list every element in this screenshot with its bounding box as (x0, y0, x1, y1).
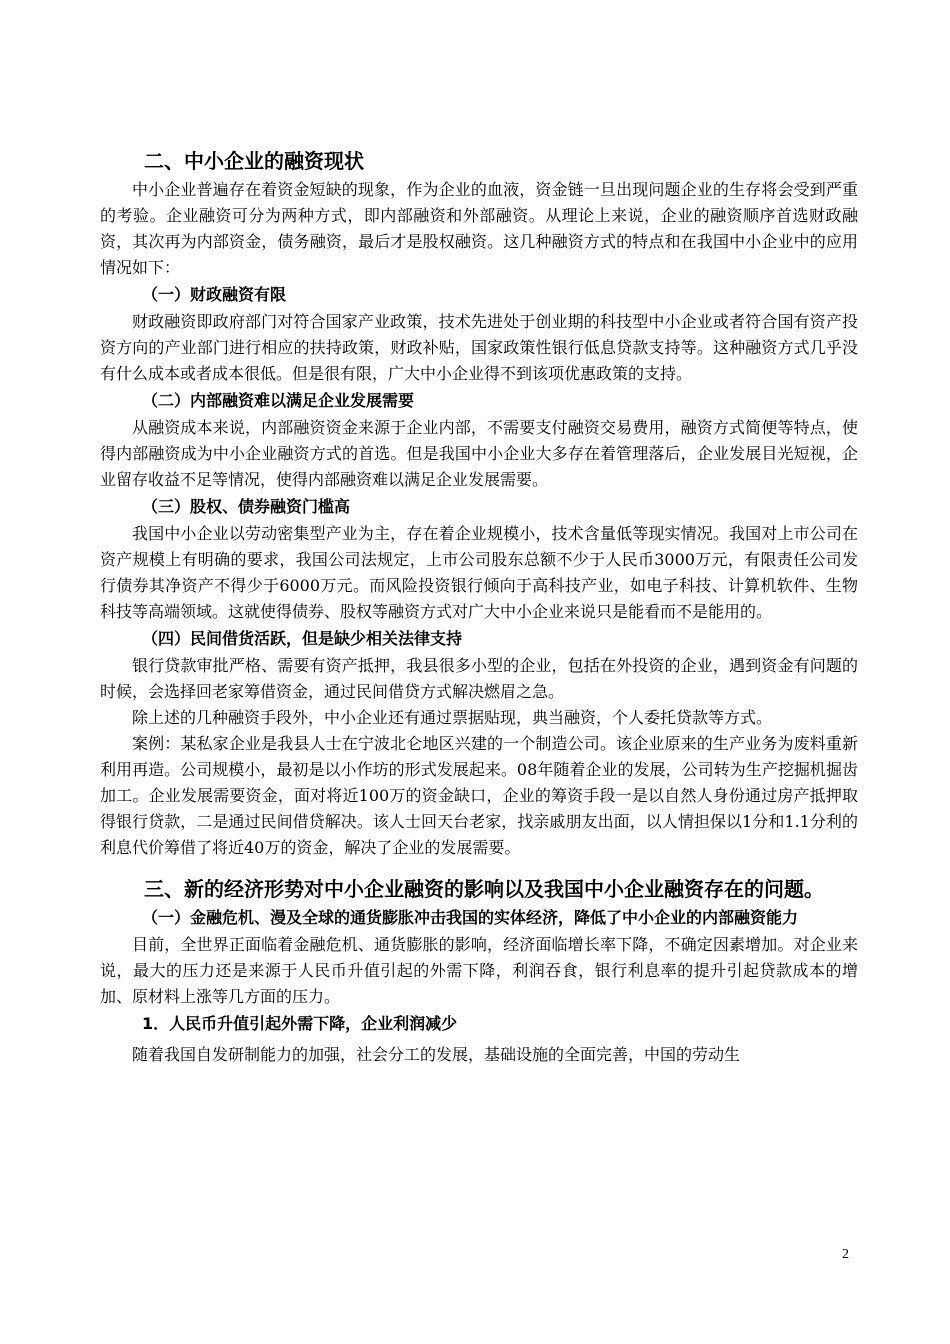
other-financing-text: 除上述的几种融资手段外，中小企业还有通过票据贴现，典当融资，个人委托贷款等方式。 (132, 708, 773, 727)
section-2-intro: 中小企业普遍存在着资金短缺的现象，作为企业的血液，资金链一旦出现问题企业的生存将会受到严重的考验。企业融资可分为两种方式，即内部融资和外部融资。从理论上来说，企业的融资顺序首选财政融资，其次再为内部资金，债务融资，最后才是股权融资。这几种融资方式的特点和在我国中小企业中的应用情况如下： (100, 180, 858, 277)
subsection-2-2-text: 从融资成本来说，内部融资资金来源于企业内部，不需要支付融资交易费用，融资方式简便等特点，使得内部融资成为中小企业融资方式的首选。但是我国中小企业大多存在着管理落后，企业发展目光短视，企业留存收益不足等情况，使得内部融资难以满足企业发展需要。 (100, 418, 858, 489)
subsection-2-2-heading: （二）内部融资难以满足企业发展需要 (142, 391, 415, 410)
section-3-heading: 三、新的经济形势对中小企业融资的影响以及我国中小企业融资存在的问题。 (144, 877, 824, 901)
subsection-2-1-text: 财政融资即政府部门对符合国家产业政策，技术先进处于创业期的科技型中小企业或者符合国有资产投资方向的产业部门进行相应的扶持政策，财政补贴，国家政策性银行低息贷款支持等。这种融资方式几乎没有什么成本或者成本很低。但是很有限，广大中小企业得不到该项优惠政策的支持。 (100, 312, 858, 383)
subsection-2-1-heading: （一）财政融资有限 (142, 285, 287, 304)
subsection-2-3-heading: （三）股权、债券融资门槛高 (142, 497, 351, 516)
section-2-heading: 二、中小企业的融资现状 (144, 149, 364, 173)
subsection-3-1-heading: （一）金融危机、漫及全球的通货膨胀冲击我国的实体经济，降低了中小企业的内部融资能力 (142, 908, 799, 927)
page-number: 2 (842, 1247, 849, 1262)
subsection-2-4-text: 银行贷款审批严格、需要有资产抵押，我县很多小型的企业，包括在外投资的企业，遇到资金有问题的时候，会选择回老家筹借资金，通过民间借贷方式解决燃眉之急。 (100, 656, 858, 701)
subsection-3-1-text: 目前，全世界正面临着金融危机、通货膨胀的影响，经济面临增长率下降，不确定因素增加。对企业来说，最大的压力还是来源于人民币升值引起的外需下降，利润吞食，银行利息率的提升引起贷款成本的增加、原材料上涨等几方面的压力。 (100, 935, 858, 1006)
item-3-1-1-heading: 1．人民币升值引起外需下降，企业利润减少 (142, 1014, 458, 1033)
subsection-2-4-heading: （四）民间借货活跃，但是缺少相关法律支持 (142, 629, 463, 648)
case-study-text: 案例：某私家企业是我县人士在宁波北仑地区兴建的一个制造公司。该企业原来的生产业务为废料重新利用再造。公司规模小，最初是以小作坊的形式发展起来。08年随着企业的发展，公司转为生产挖掘机掘齿加工。企业发展需要资金，面对将近100万的资金缺口，企业的筹资手段一是以自然人身份通过房产抵押取得银行贷款，二是通过民间借贷解决。该人士回天台老家，找亲戚朋友出面，以人情担保以1分和1.1分利的利息代价筹借了将近40万的资金，解决了企业的发展需要。 (100, 734, 858, 857)
item-3-1-1-text: 随着我国自发研制能力的加强，社会分工的发展，基础设施的全面完善，中国的劳动生 (132, 1045, 741, 1064)
page-content (100, 147, 858, 1068)
subsection-2-3-text: 我国中小企业以劳动密集型产业为主，存在着企业规模小，技术含量低等现实情况。我国对上市公司在资产规模上有明确的要求，我国公司法规定，上市公司股东总额不少于人民币3000万元，有限责任公司发行债券其净资产不得少于6000万元。而风险投资银行倾向于高科技产业，如电子科技、计算机软件、生物科技等高端领域。这就使得债券、股权等融资方式对广大中小企业来说只是能看而不是能用的。 (100, 524, 858, 621)
